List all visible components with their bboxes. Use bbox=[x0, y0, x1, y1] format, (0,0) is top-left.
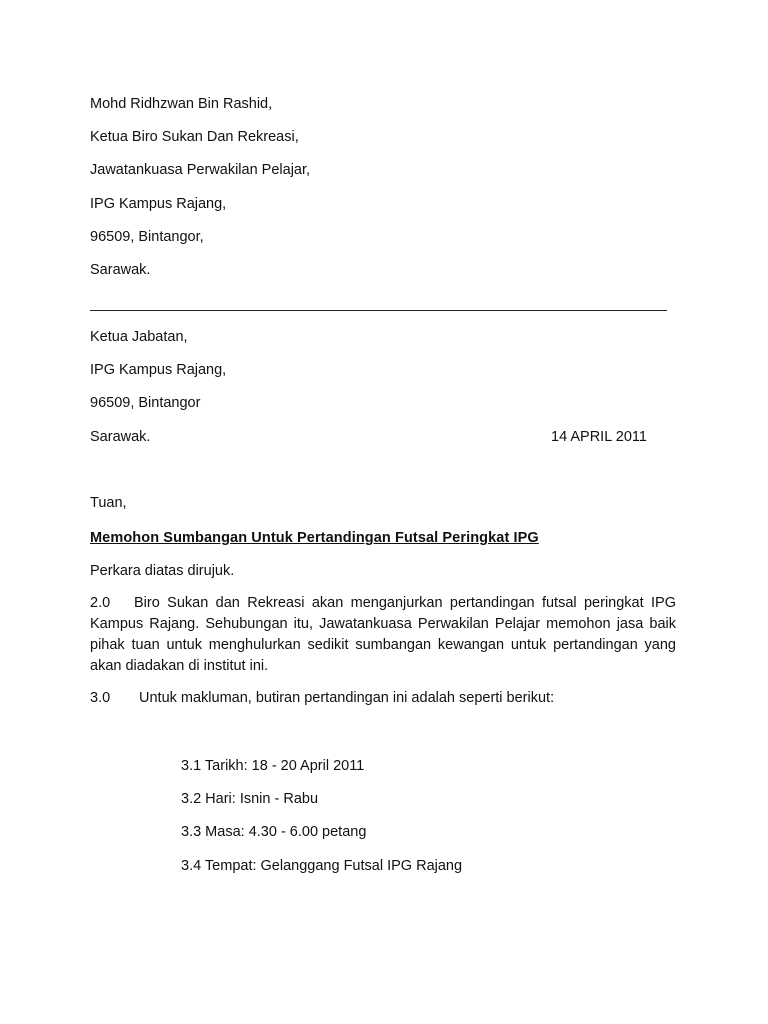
detail-item-venue: 3.4 Tempat: Gelanggang Futsal IPG Rajang bbox=[181, 858, 463, 874]
address-divider bbox=[90, 310, 667, 311]
recipient-institution: IPG Kampus Rajang, bbox=[90, 362, 227, 378]
recipient-postcode-city: 96509, Bintangor bbox=[90, 395, 201, 411]
reference-line: Perkara diatas dirujuk. bbox=[90, 563, 235, 579]
sender-title: Ketua Biro Sukan Dan Rekreasi, bbox=[90, 129, 299, 145]
letter-date: 14 APRIL 2011 bbox=[551, 429, 647, 445]
sender-state: Sarawak. bbox=[90, 262, 151, 278]
recipient-title: Ketua Jabatan, bbox=[90, 329, 188, 345]
detail-item-day: 3.2 Hari: Isnin - Rabu bbox=[181, 791, 319, 807]
paragraph-3 bbox=[90, 688, 676, 709]
sender-name: Mohd Ridhzwan Bin Rashid, bbox=[90, 96, 273, 112]
salutation: Tuan, bbox=[90, 495, 127, 511]
detail-item-date: 3.1 Tarikh: 18 - 20 April 2011 bbox=[181, 758, 365, 774]
paragraph-2-text: Biro Sukan dan Rekreasi akan menganjurkan pertandingan futsal peringkat IPG Kampus Rajang. Sehubungan itu, Jawatankuasa Perwakilan Pelajar memohon jasa baik pihak tuan untuk menghulurkan sedikit sumbangan kewangan untuk pertandingan yang akan diadakan di institut ini. bbox=[90, 595, 676, 674]
detail-item-time: 3.3 Masa: 4.30 - 6.00 petang bbox=[181, 824, 367, 840]
sender-postcode-city: 96509, Bintangor, bbox=[90, 229, 204, 245]
paragraph-2-number: 2.0 bbox=[90, 595, 111, 611]
paragraph-2 bbox=[90, 593, 676, 677]
paragraph-3-number: 3.0 bbox=[90, 690, 111, 706]
sender-institution: IPG Kampus Rajang, bbox=[90, 196, 227, 212]
recipient-state: Sarawak. bbox=[90, 429, 151, 445]
sender-committee: Jawatankuasa Perwakilan Pelajar, bbox=[90, 162, 311, 178]
subject-heading: Memohon Sumbangan Untuk Pertandingan Futsal Peringkat IPG bbox=[90, 530, 539, 546]
paragraph-3-text: Untuk makluman, butiran pertandingan ini adalah seperti berikut: bbox=[139, 690, 555, 706]
